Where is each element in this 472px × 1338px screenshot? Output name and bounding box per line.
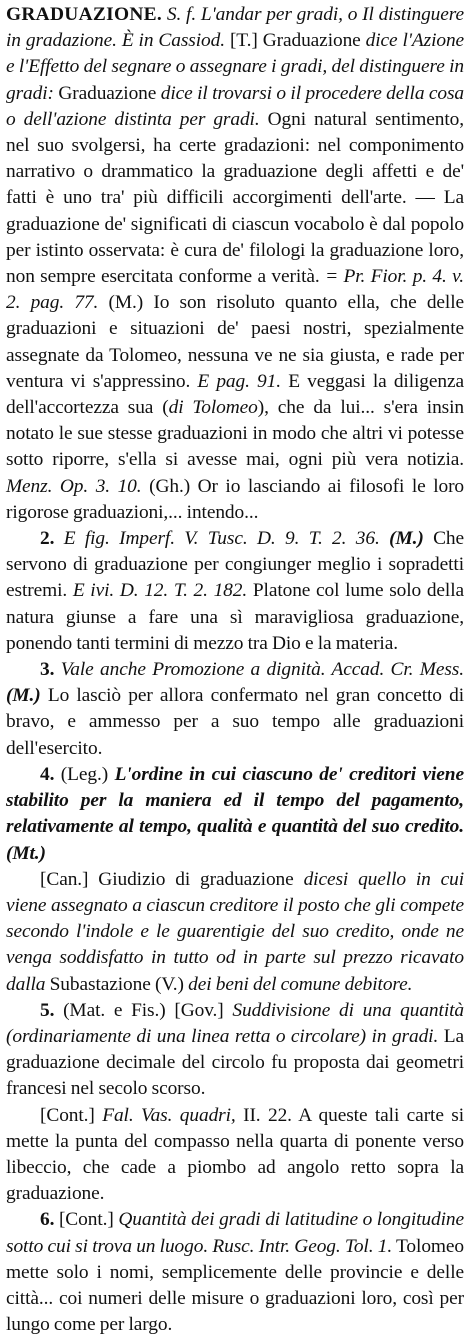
citation-tag: (M.) xyxy=(108,292,144,314)
source-note: È in Cassiod. xyxy=(121,30,225,52)
quote: A queste tali carte si mette la punta del compasso nella quarta di ponente verso libeccio, che cade a piombo ad angolo retto sopra la graduazione. xyxy=(6,1104,464,1205)
citation: = Pr. Fior. p. 4. v. 2. pag. 77. xyxy=(6,266,464,314)
quote: Platone col lume solo della natura giunse a fare una sì maravigliosa graduazione, ponendo tanti termini di mezzo tra Dio e la materia. xyxy=(6,580,465,654)
sense-number: 3. xyxy=(40,659,55,681)
definition: L'ordine in cui ciascuno de' creditori viene stabilito per la maniera ed il tempo del pagamento, relativamente al tempo, qualità e quantità del suo credito. xyxy=(6,763,464,838)
cross-reference: Subastazione (V.) xyxy=(49,973,184,995)
definition: dei beni del comune debitore. xyxy=(188,973,413,995)
term: Graduazione xyxy=(58,82,157,104)
citation-tag: (Mt.) xyxy=(6,842,46,864)
quote: E veggasi la diligenza dell'accortezza sua ( xyxy=(6,370,464,419)
citation: II. 22. xyxy=(243,1104,292,1126)
domain-tag: [Can.] xyxy=(40,868,89,890)
citation-tag: (M.) xyxy=(6,685,41,707)
quote: Or io lasciando ai filosofi le loro rigorose graduazioni,... intendo... xyxy=(6,475,465,523)
definition: dice l'Azione e l'Effetto del segnare o assegnare i gradi, del distinguere in gradi: xyxy=(6,30,465,104)
sense-2 xyxy=(6,526,464,657)
sense-4 xyxy=(6,762,464,867)
editor-mark: [T.] xyxy=(229,30,258,52)
domain-tag: (Mat. e Fis.) xyxy=(63,999,166,1021)
sense-number: 2. xyxy=(40,528,55,550)
definition: L'andar per gradi, o Il distinguere in gradazione. xyxy=(6,4,465,52)
grammar-tag: S. f. xyxy=(166,4,197,25)
term: Giudizio di graduazione xyxy=(98,868,294,890)
sense-4-can xyxy=(6,867,464,998)
entry-graduazione xyxy=(6,2,464,526)
citation: Menz. Op. 3. 10. xyxy=(6,475,142,497)
domain-tag: [Cont.] xyxy=(40,1104,95,1126)
quote: Lo lasciò per allora confermato nel gran concetto di bravo, e ammesso per a suo tempo alle graduazioni dell'esercito. xyxy=(6,685,464,759)
sense-5 xyxy=(6,998,464,1103)
definition: dicesi quello in cui viene assegnato a ciascun creditore il posto che gli compete secondo l'indole e le guarentigie del suo credito, onde ne venga soddisfatto in tutto od in parte sul prezzo ricavato dalla xyxy=(6,868,464,995)
citation: Fal. Vas. quadri, xyxy=(102,1104,236,1126)
entry-headword: GRADUAZIONE. xyxy=(6,4,163,25)
commentary: Ogni natural sentimento, nel suo svolgersi, ha certe gradazioni: nel componimento narrativo o drammatico la graduazione degli affetti e de' fatti è uno tra' più difficili accorgimenti dell'arte. — La graduazione de' significati di ciascun vocabolo è dal popolo per istinto osservata: è cura de' filologi la graduazione loro, non sempre esercitata conforme a verità. xyxy=(6,108,464,288)
citation: E pag. 91. xyxy=(197,370,281,392)
sense-number: 4. xyxy=(40,763,55,785)
domain-tag: [Cont.] xyxy=(58,1209,114,1231)
sense-5-cont xyxy=(6,1103,464,1208)
sense-6 xyxy=(6,1207,464,1338)
citation-tag: (Gh.) xyxy=(149,475,191,497)
sense-3 xyxy=(6,657,464,762)
definition: dice il trovarsi o il procedere della cosa o dell'azione distinta per gradi. xyxy=(6,82,464,130)
quote: Che servono di graduazione per congiunger meglio i sopradetti estremi. xyxy=(6,528,465,602)
definition: Vale anche Promozione a dignità. Accad. Cr. Mess. xyxy=(60,659,464,681)
quote: Tolomeo mette solo i nomi, semplicemente delle provincie e delle città... coi numeri delle misure o graduazioni loro, così per lungo come per largo. xyxy=(6,1235,464,1336)
quote: Io son risoluto quanto ella, che delle graduazioni e situazioni de' paesi nostri, spezialmente assegnate da Tolomeo, nessuna ve ne sia giusta, e rade per ventura vi s'appressino. xyxy=(6,292,465,392)
citation-tag: (M.) xyxy=(389,528,424,550)
sense-number: 6. xyxy=(40,1209,55,1231)
commentary: La graduazione decimale del circolo fu proposta dai geometri francesi nel secolo scorso. xyxy=(6,1025,465,1100)
definition: Quantità dei gradi di latitudine o longitudine sotto cui si trova un luogo. Rusc. Intr. Geog. Tol. 1. xyxy=(6,1209,465,1257)
term: Graduazione xyxy=(262,30,361,52)
definition: Suddivisione di una quantità (ordinariamente di una linea retta o circolare) in gradi. xyxy=(6,999,464,1047)
citation: E fig. Imperf. V. Tusc. D. 9. T. 2. 36. xyxy=(63,528,380,550)
quote: ), che da lui... s'era insin notato le sue stesse graduazioni in modo che altri vi potesse sotto riporre, s'ella si avesse mai, ogni più vera notizia. xyxy=(6,397,464,471)
sense-number: 5. xyxy=(40,999,55,1021)
domain-tag: (Leg.) xyxy=(60,763,109,785)
domain-tag: [Gov.] xyxy=(174,999,224,1021)
citation: E ivi. D. 12. T. 2. 182. xyxy=(72,580,248,602)
quote-gloss: di Tolomeo xyxy=(168,397,258,419)
